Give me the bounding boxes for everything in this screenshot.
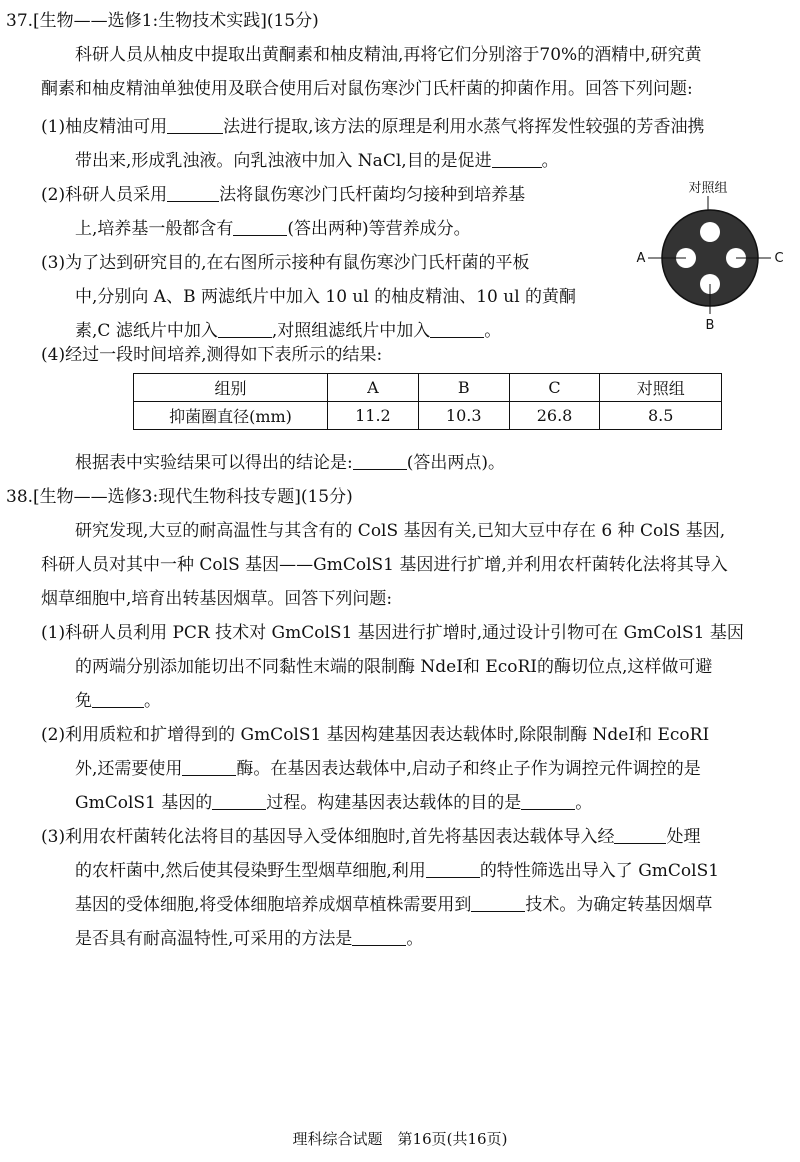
table-header-cell: B bbox=[418, 374, 509, 402]
text: 基因的受体细胞,将受体细胞培养成烟草植株需要用到 bbox=[75, 895, 472, 915]
table-cell: 26.8 bbox=[509, 402, 600, 430]
text: 。 bbox=[406, 929, 424, 949]
table-header-cell: A bbox=[328, 374, 419, 402]
q38-intro-line2: 科研人员对其中一种 ColS 基因——GmColS1 基因进行扩增,并利用农杆菌转化法将其导入 bbox=[41, 555, 728, 575]
q37-conclusion bbox=[75, 452, 505, 474]
q38-part2-line2 bbox=[75, 758, 701, 780]
text: 上,培养基一般都含有 bbox=[75, 219, 234, 239]
figure-label-b: B bbox=[705, 318, 715, 333]
q38-part3-line4 bbox=[75, 928, 423, 950]
q38-part1-line3 bbox=[75, 690, 161, 712]
text: (3)利用农杆菌转化法将目的基因导入受体细胞时,首先将基因表达载体导入经 bbox=[41, 827, 615, 847]
text: 素,C 滤纸片中加入 bbox=[75, 321, 218, 341]
table-header-cell: C bbox=[509, 374, 600, 402]
q37-part1-line1 bbox=[41, 116, 705, 138]
answer-blank[interactable] bbox=[614, 827, 666, 844]
q38-part2-line3 bbox=[75, 792, 592, 814]
q37-intro-line2: 酮素和柚皮精油单独使用及联合使用后对鼠伤寒沙门氏杆菌的抑菌作用。回答下列问题: bbox=[41, 79, 693, 99]
q37-part1-line2 bbox=[75, 150, 559, 172]
q38-part1-line2: 的两端分别添加能切出不同黏性末端的限制酶 NdeⅠ和 EcoRⅠ的酶切位点,这样做可避 bbox=[75, 657, 713, 677]
text: 外,还需要使用 bbox=[75, 759, 183, 779]
q38-intro-line1: 研究发现,大豆的耐高温性与其含有的 ColS 基因有关,已知大豆中存在 6 种 ColS 基因, bbox=[75, 521, 726, 541]
q37-part2-line2 bbox=[75, 218, 471, 240]
q38-part3-line3 bbox=[75, 894, 712, 916]
answer-blank[interactable] bbox=[471, 895, 525, 912]
text: 技术。为确定转基因烟草 bbox=[525, 895, 713, 915]
answer-blank[interactable] bbox=[426, 861, 480, 878]
text: 。 bbox=[541, 151, 559, 171]
q38-part3-line2 bbox=[75, 860, 719, 882]
table-header-row bbox=[134, 374, 722, 402]
text: (2)科研人员采用 bbox=[41, 185, 168, 205]
text: 酶。在基因表达载体中,启动子和终止子作为调控元件调控的是 bbox=[236, 759, 701, 779]
q37-part4: (4)经过一段时间培养,测得如下表所示的结果: bbox=[41, 345, 383, 365]
figure-label-c: C bbox=[774, 251, 784, 266]
text: 。 bbox=[575, 793, 593, 813]
table-row-label: 抑菌圈直径(mm) bbox=[134, 402, 328, 430]
table-cell: 8.5 bbox=[600, 402, 722, 430]
answer-blank[interactable] bbox=[492, 151, 542, 168]
table-cell: 10.3 bbox=[418, 402, 509, 430]
text: 。 bbox=[484, 321, 502, 341]
answer-blank[interactable] bbox=[167, 185, 219, 202]
q38-part3-line1 bbox=[41, 826, 700, 848]
text: 的特性筛选出导入了 GmColS1 bbox=[479, 861, 720, 881]
petri-dish-figure bbox=[628, 178, 798, 338]
q37-intro-line1: 科研人员从柚皮中提取出黄酮素和柚皮精油,再将它们分别溶于70%的酒精中,研究黄 bbox=[75, 45, 702, 65]
results-table bbox=[133, 373, 722, 430]
answer-blank[interactable] bbox=[92, 691, 144, 708]
answer-blank[interactable] bbox=[182, 759, 236, 776]
answer-blank[interactable] bbox=[430, 321, 484, 338]
figure-label-a: A bbox=[636, 251, 646, 266]
table-header-cell: 组别 bbox=[134, 374, 328, 402]
q37-part2-line1 bbox=[41, 184, 525, 206]
text: 带出来,形成乳浊液。向乳浊液中加入 NaCl,目的是促进 bbox=[75, 151, 492, 171]
answer-blank[interactable] bbox=[212, 793, 266, 810]
text: 的农杆菌中,然后使其侵染野生型烟草细胞,利用 bbox=[75, 861, 426, 881]
q38-title: 38.[生物——选修3:现代生物科技专题](15分) bbox=[6, 487, 353, 507]
answer-blank[interactable] bbox=[353, 453, 407, 470]
text: (1)柚皮精油可用 bbox=[41, 117, 168, 137]
q38-part1-line1: (1)科研人员利用 PCR 技术对 GmColS1 基因进行扩增时,通过设计引物可在 GmColS1 基因 bbox=[41, 623, 744, 643]
text: 根据表中实验结果可以得出的结论是: bbox=[75, 453, 353, 473]
q37-part3-line1: (3)为了达到研究目的,在右图所示接种有鼠伤寒沙门氏杆菌的平板 bbox=[41, 253, 530, 273]
answer-blank[interactable] bbox=[352, 929, 406, 946]
figure-label-control: 对照组 bbox=[688, 181, 728, 196]
q37-part3-line2: 中,分别向 A、B 两滤纸片中加入 10 ul 的柚皮精油、10 ul 的黄酮 bbox=[75, 287, 577, 307]
text: 是否具有耐高温特性,可采用的方法是 bbox=[75, 929, 353, 949]
text: 。 bbox=[144, 691, 161, 711]
answer-blank[interactable] bbox=[233, 219, 287, 236]
text: ,对照组滤纸片中加入 bbox=[271, 321, 431, 341]
q38-part2-line1: (2)利用质粒和扩增得到的 GmColS1 基因构建基因表达载体时,除限制酶 NdeⅠ和 EcoRⅠ bbox=[41, 725, 710, 745]
q37-title: 37.[生物——选修1:生物技术实践](15分) bbox=[6, 11, 319, 31]
answer-blank[interactable] bbox=[167, 117, 223, 134]
table-header-cell: 对照组 bbox=[600, 374, 722, 402]
q37-part3-line3 bbox=[75, 320, 501, 342]
text: GmColS1 基因的 bbox=[75, 793, 213, 813]
text: 法将鼠伤寒沙门氏杆菌均匀接种到培养基 bbox=[219, 185, 526, 205]
page-footer: 理科综合试题 第16页(共16页) bbox=[292, 1130, 508, 1148]
answer-blank[interactable] bbox=[521, 793, 575, 810]
answer-blank[interactable] bbox=[218, 321, 272, 338]
text: 免 bbox=[75, 691, 92, 711]
text: (答出两种)等营养成分。 bbox=[287, 219, 471, 239]
text: (答出两点)。 bbox=[406, 453, 505, 473]
filter-disc-control bbox=[700, 222, 720, 242]
table-cell: 11.2 bbox=[328, 402, 419, 430]
text: 法进行提取,该方法的原理是利用水蒸气将挥发性较强的芳香油携 bbox=[223, 117, 705, 137]
table-row bbox=[134, 402, 722, 430]
text: 过程。构建基因表达载体的目的是 bbox=[266, 793, 522, 813]
text: 处理 bbox=[666, 827, 701, 847]
q38-intro-line3: 烟草细胞中,培育出转基因烟草。回答下列问题: bbox=[41, 589, 393, 609]
